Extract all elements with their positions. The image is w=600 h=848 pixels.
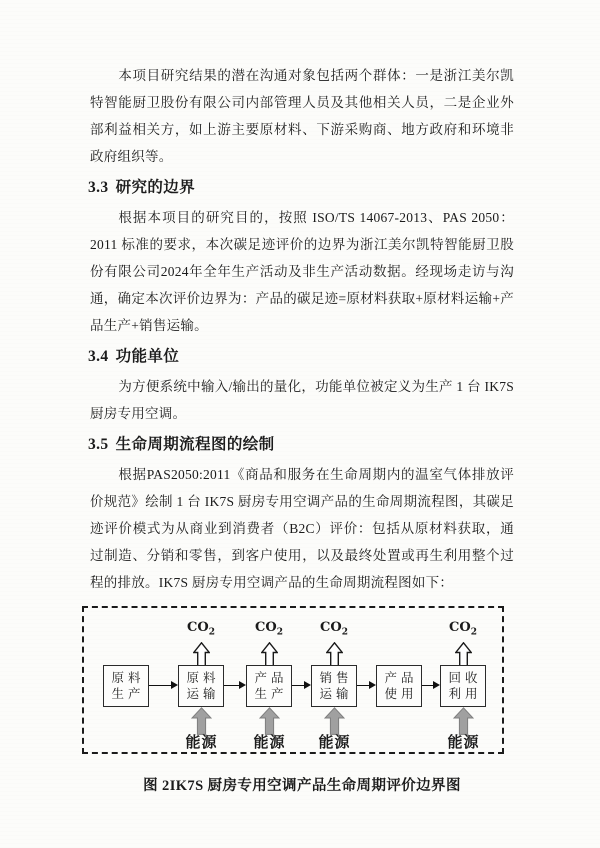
energy-input-marker [178, 707, 224, 751]
co2-label: $CO_2$ [449, 620, 477, 638]
section-3-5-paragraph: 根据PAS2050:2011《商品和服务在生命周期内的温室气体排放评价规范》绘制 1 台 IK7S 厨房专用空调产品的生命周期流程图，其碳足迹评价模式为从商业到消费者（B2C）评价：包括从原材料获取，通过制造、分销和零售，到客户使用，以及最终处置或再生利用整个过程的排放。IK7S 厨房专用空调产品的生命周期流程图如下： [90, 467, 514, 590]
energy-up-arrow-icon [259, 707, 280, 735]
stage-label-line2: 生产 [254, 687, 288, 701]
diagram-stage-sales-transport [311, 608, 357, 752]
energy-label: 能源 [185, 735, 218, 751]
stage-label-line1: 销售 [319, 671, 353, 685]
section-heading-3-4 [88, 345, 514, 369]
energy-input-marker [311, 707, 357, 751]
stage-box [440, 665, 486, 707]
section-number: 3.3 [88, 179, 109, 196]
energy-up-arrow-icon [453, 707, 474, 735]
stage-box [376, 665, 422, 707]
energy-input-marker [440, 707, 486, 751]
co2-emission-marker [246, 620, 292, 669]
flow-arrow-right-icon [149, 685, 176, 686]
co2-label: $CO_2$ [320, 620, 348, 638]
co2-emission-marker [178, 620, 224, 669]
lifecycle-boundary-diagram [82, 606, 504, 754]
stage-label-line2: 利用 [448, 687, 482, 701]
energy-label: 能源 [253, 735, 286, 751]
section-3-3-paragraph: 根据本项目的研究目的，按照 ISO/TS 14067-2013、PAS 2050：2011 标准的要求，本次碳足迹评价的边界为浙江美尔凯特智能厨卫股份有限公司2024年全年生产活动及非生产活动数据。经现场走访与沟通，确定本次评价边界为：产品的碳足迹=原材料获取+原材料运输+产品生产+销售运输。 [90, 210, 514, 333]
co2-label: $CO_2$ [187, 620, 215, 638]
section-3-4-paragraph: 为方便系统中输入/输出的量化，功能单位被定义为生产 1 台 IK7S 厨房专用空调。 [90, 379, 514, 421]
stage-label-line1: 原料 [111, 671, 145, 685]
section-heading-3-5 [88, 433, 514, 457]
stage-box [311, 665, 357, 707]
stage-label-line2: 运输 [319, 687, 353, 701]
intro-paragraph: 本项目研究结果的潜在沟通对象包括两个群体：一是浙江美尔凯特智能厨卫股份有限公司内部管理人员及其他相关人员，二是企业外部利益相关方，如上游主要原材料、下游采购商、地方政府和环境非政府组织等。 [90, 68, 514, 164]
energy-label: 能源 [447, 735, 480, 751]
stage-box [246, 665, 292, 707]
section-heading-3-3 [88, 176, 514, 200]
diagram-stage-raw-material-production [103, 608, 149, 752]
energy-input-marker [246, 707, 292, 751]
stage-label-line1: 产品 [384, 671, 418, 685]
section-title: 研究的边界 [115, 179, 196, 196]
energy-up-arrow-icon [324, 707, 345, 735]
co2-emission-marker [440, 620, 486, 669]
stage-label-line1: 产品 [254, 671, 288, 685]
energy-up-arrow-icon [191, 707, 212, 735]
stage-box [178, 665, 224, 707]
energy-label: 能源 [318, 735, 351, 751]
co2-emission-marker [311, 620, 357, 669]
flow-arrow-right-icon [224, 685, 244, 686]
stage-label-line1: 回收 [448, 671, 482, 685]
flow-arrow-right-icon [422, 685, 438, 686]
diagram-stage-product-production [246, 608, 292, 752]
section-number: 3.4 [88, 348, 109, 365]
figure-caption: 图 2IK7S 厨房专用空调产品生命周期评价边界图 [143, 778, 461, 794]
flow-arrow-right-icon [357, 685, 374, 686]
stage-box [103, 665, 149, 707]
co2-label: $CO_2$ [255, 620, 283, 638]
diagram-stage-recycling [440, 608, 486, 752]
diagram-stage-product-use [376, 608, 422, 752]
stage-label-line2: 生产 [111, 687, 145, 701]
stage-label-line2: 运输 [186, 687, 220, 701]
diagram-stage-raw-material-transport [178, 608, 224, 752]
stage-label-line2: 使用 [384, 687, 418, 701]
stage-label-line1: 原料 [186, 671, 220, 685]
section-number: 3.5 [88, 436, 109, 453]
section-title: 功能单位 [115, 348, 180, 365]
section-title: 生命周期流程图的绘制 [115, 436, 275, 453]
flow-arrow-right-icon [292, 685, 309, 686]
